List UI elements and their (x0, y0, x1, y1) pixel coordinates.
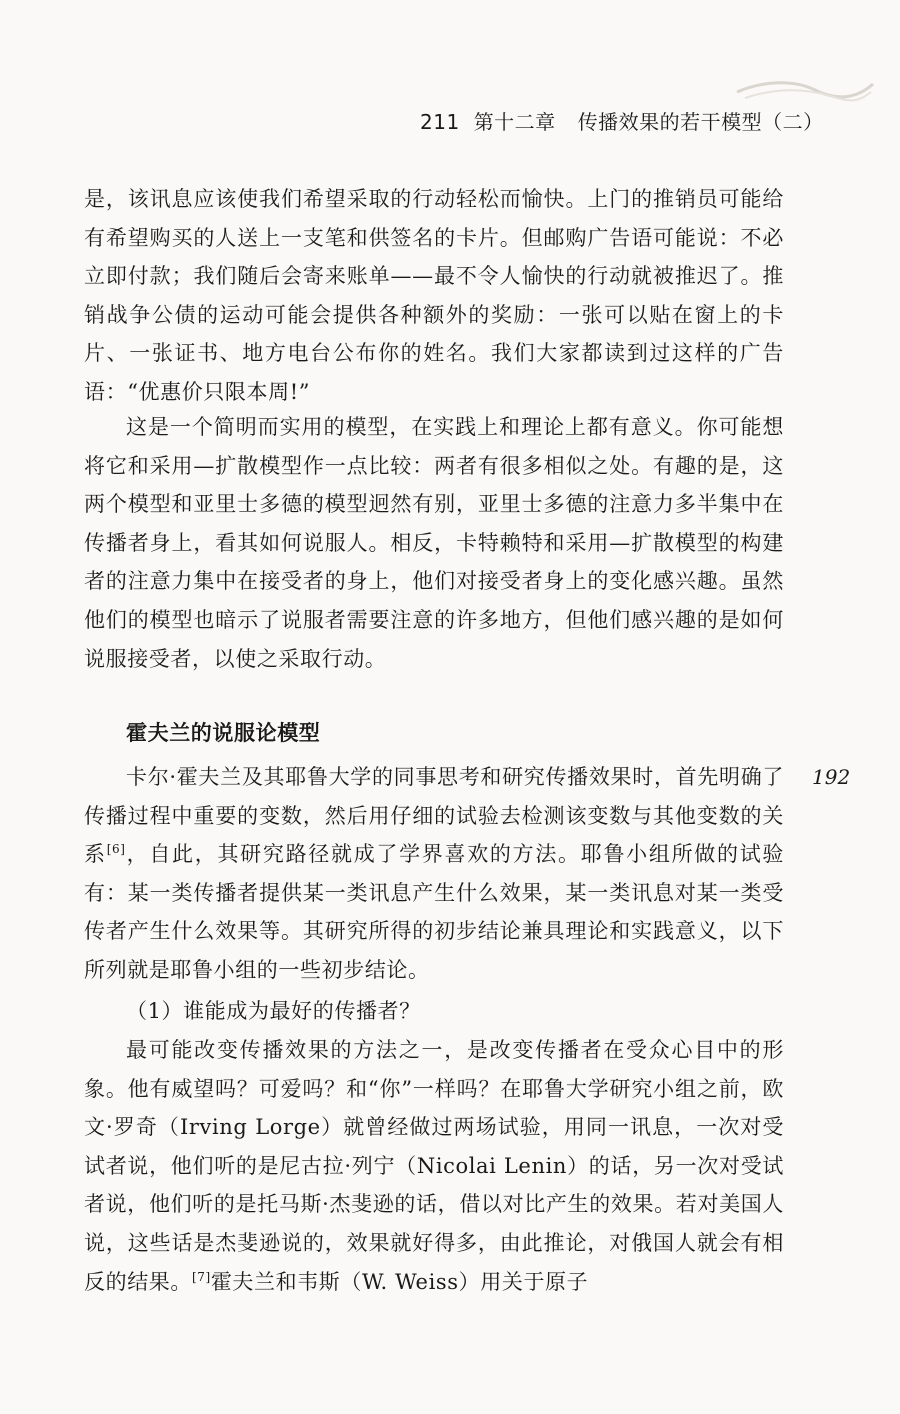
running-head (420, 108, 824, 136)
paragraph-3 (84, 758, 784, 990)
header-page-number: 211 (420, 110, 460, 134)
paragraph-4: （1）谁能成为最好的传播者？ (126, 999, 421, 1023)
paragraph-block-1 (84, 180, 784, 412)
decorative-swoosh-icon (735, 70, 875, 110)
paragraph-3-part-2: ，自此，其研究路径就成了学界喜欢的方法。耶鲁小组所做的试验有：某一类传播者提供某一类讯息产生什么效果，某一类讯息对某一类受传者产生什么效果等。其研究所得的初步结论兼具理论和实践意义，以下所列就是耶鲁小组的一些初步结论。 (84, 842, 784, 982)
footnote-ref-7[interactable]: [7] (192, 1269, 211, 1284)
paragraph-block-3 (84, 758, 784, 990)
paragraph-block-4 (84, 992, 784, 1031)
paragraph-block-5 (84, 1031, 784, 1301)
margin-page-number: 192 (812, 765, 851, 789)
paragraph-block-2 (84, 408, 784, 678)
header-chapter: 第十二章 (473, 110, 556, 134)
paragraph-5-part-1: 最可能改变传播效果的方法之一，是改变传播者在受众心目中的形象。他有威望吗？可爱吗？和“你”一样吗？在耶鲁大学研究小组之前，欧文·罗奇（Irving Lorge）就曾经做过两场试验，用同一讯息，一次对受试者说，他们听的是尼古拉·列宁（Nicolai Lenin）的话，另一次对受试者说，他们听的是托马斯·杰斐逊的话，借以对比产生的效果。若对美国人说，这些话是杰斐逊说的，效果就好得多，由此推论，对俄国人就会有相反的结果。 (84, 1038, 784, 1294)
paragraph-5 (84, 1031, 784, 1301)
paragraph-3-part-1: 卡尔·霍夫兰及其耶鲁大学的同事思考和研究传播效果时，首先明确了传播过程中重要的变数，然后用仔细的试验去检测该变数与其他变数的关系 (84, 765, 784, 867)
paragraph-5-part-2: 霍夫兰和韦斯（W. Weiss）用关于原子 (210, 1269, 589, 1294)
header-chapter-title: 传播效果的若干模型（二） (577, 110, 824, 134)
paragraph-2: 这是一个简明而实用的模型，在实践上和理论上都有意义。你可能想将它和采用—扩散模型作一点比较：两者有很多相似之处。有趣的是，这两个模型和亚里士多德的模型迥然有别，亚里士多德的注意力多半集中在传播者身上，看其如何说服人。相反，卡特赖特和采用—扩散模型的构建者的注意力集中在接受者的身上，他们对接受者身上的变化感兴趣。虽然他们的模型也暗示了说服者需要注意的许多地方，但他们感兴趣的是如何说服接受者，以使之采取行动。 (84, 415, 784, 671)
paragraph-1: 是，该讯息应该使我们希望采取的行动轻松而愉快。上门的推销员可能给有希望购买的人送上一支笔和供签名的卡片。但邮购广告语可能说：不必立即付款；我们随后会寄来账单——最不令人愉快的行动就被推迟了。推销战争公债的运动可能会提供各种额外的奖励：一张可以贴在窗上的卡片、一张证书、地方电台公布你的姓名。我们大家都读到过这样的广告语：“优惠价只限本周!” (84, 187, 784, 404)
footnote-ref-6[interactable]: [6] (106, 842, 126, 857)
section-heading: 霍夫兰的说服论模型 (126, 721, 321, 745)
